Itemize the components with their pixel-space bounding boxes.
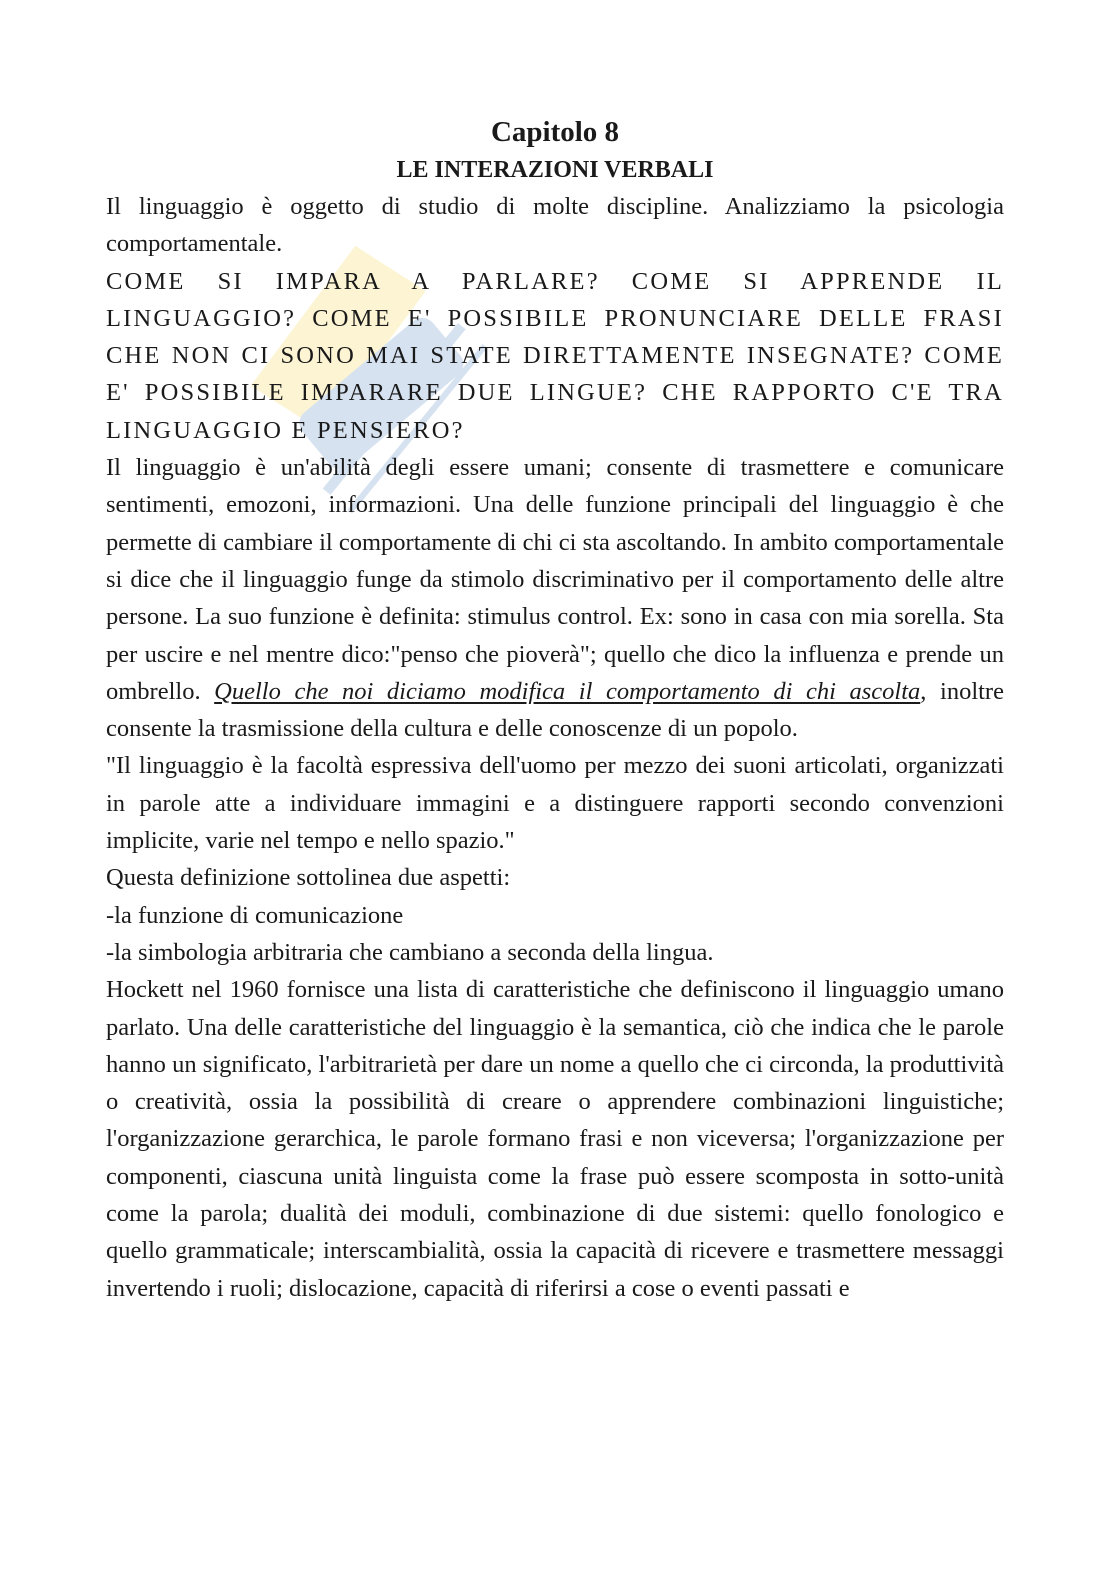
- list-item-symbology: -la simbologia arbitraria che cambiano a seconda della lingua.: [106, 938, 714, 966]
- paragraph-intro: Il linguaggio è oggetto di studio di molte discipline. Analizziamo la psicologia comportamentale.: [106, 193, 1004, 258]
- paragraph-text-part-b: , inoltre consente la trasmissione della cultura e delle conoscenze di un popolo.: [106, 677, 1004, 743]
- chapter-title: LE INTERAZIONI VERBALI: [396, 157, 714, 183]
- paragraph-definition-function: [106, 449, 1004, 747]
- paragraph-two-aspects: Questa definizione sottolinea due aspetti:: [106, 864, 511, 892]
- paragraph-questions: COME SI IMPARA A PARLARE? COME SI APPRENDE IL LINGUAGGIO? COME E' POSSIBILE PRONUNCIARE DELLE FRASI CHE NON CI SONO MAI STATE DIRETTAMENTE INSEGNATE? COME E' POSSIBILE IMPARARE DUE LINGUE? CHE RAPPORTO C'E TRA LINGUAGGIO E PENSIERO?: [106, 267, 1004, 444]
- list-item-communication: -la funzione di comunicazione: [106, 901, 404, 929]
- document-content: [106, 112, 1004, 1307]
- paragraph-hockett: Hockett nel 1960 fornisce una lista di caratteristiche che definiscono il linguaggio umano parlato. Una delle caratteristiche del linguaggio è la semantica, ciò che indica che le parole hanno un significato, l'arbitrarietà per dare un nome a quello che ci circonda, la produttività o creatività, ossia la possibilità di creare o apprendere combinazioni linguistiche; l'organizzazione gerarchica, le parole formano frasi e non viceversa; l'organizzazione per componenti, ciascuna unità linguista come la frase può essere scomposta in sotto-unità come la parola; dualità dei moduli, combinazione di due sistemi: quello fonologico e quello grammaticale; interscambialità, ossia la capacità di ricevere e trasmettere messaggi invertendo i ruoli; dislocazione, capacità di riferirsi a cose o eventi passati e: [106, 976, 1004, 1302]
- paragraph-text-part-a: Il linguaggio è un'abilità degli essere umani; consente di trasmettere e comunicare sentimenti, emozoni, informazioni. Una delle funzione principali del linguaggio è che permette di cambiare il comportamente di chi ci sta ascoltando. In ambito comportamentale si dice che il linguaggio funge da stimolo discriminativo per il comportamento delle altre persone. La suo funzione è definita: stimulus control. Ex: sono in casa con mia sorella. Sta per uscire e nel mentre dico:"penso che pioverà"; quello che dico la influenza e prende un ombrello.: [106, 454, 1004, 705]
- paragraph-quote: "Il linguaggio è la facoltà espressiva dell'uomo per mezzo dei suoni articolati, organizzati in parole atte a individuare immagini e a distinguere rapporti secondo convenzioni implicite, varie nel tempo e nello spazio.": [106, 752, 1004, 855]
- emphasized-sentence: Quello che noi diciamo modifica il comportamento di chi ascolta: [214, 677, 921, 705]
- chapter-heading: Capitolo 8: [490, 116, 620, 148]
